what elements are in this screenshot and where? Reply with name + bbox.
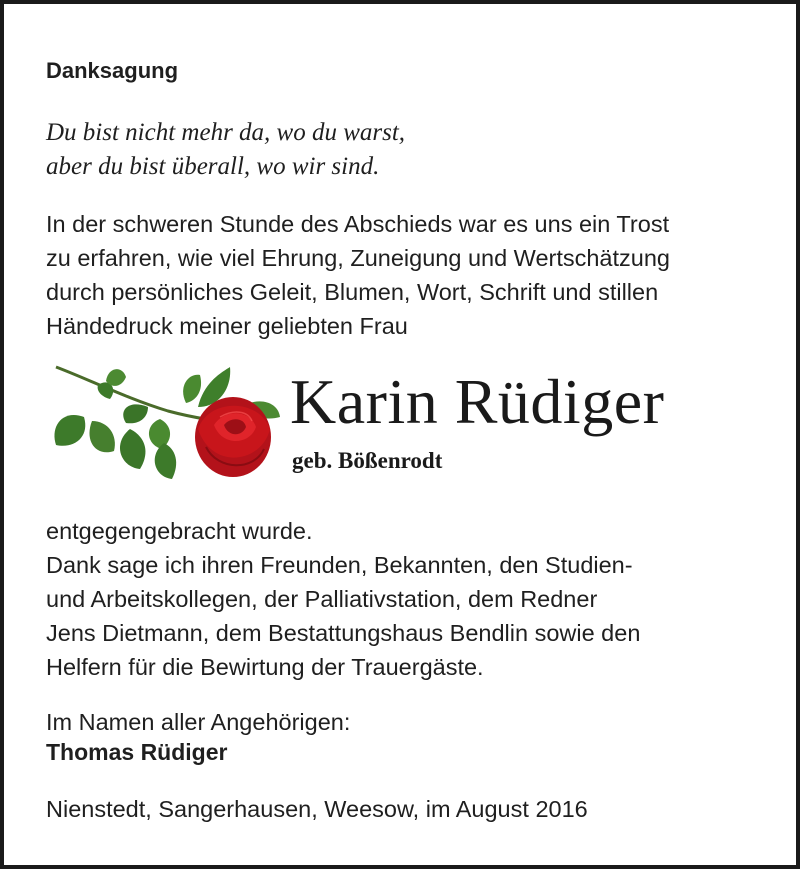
- closing-line: Im Namen aller Angehörigen:: [46, 709, 351, 735]
- thanks-line: und Arbeitskollegen, der Palliativstation, dem Redner: [46, 586, 598, 612]
- thanks-line: Helfern für die Bewirtung der Trauergäste.: [46, 654, 484, 680]
- thanks-paragraph: [46, 514, 640, 684]
- red-rose-icon: [48, 359, 284, 491]
- intro-line: In der schweren Stunde des Abschieds war es uns ein Trost: [46, 211, 670, 237]
- quote-line: aber du bist überall, wo wir sind.: [46, 153, 380, 180]
- maiden-name: geb. Bößenrodt: [292, 448, 443, 473]
- intro-paragraph: [46, 207, 670, 343]
- thanks-line: Dank sage ich ihren Freunden, Bekannten, den Studien-: [46, 552, 633, 578]
- intro-line: durch persönliches Geleit, Blumen, Wort, Schrift und stillen: [46, 279, 659, 305]
- thanks-line: entgegengebracht wurde.: [46, 518, 313, 544]
- memorial-quote: [46, 116, 405, 184]
- intro-line: Händedruck meiner geliebten Frau: [46, 313, 408, 339]
- thanks-line: Jens Dietmann, dem Bestattungshaus Bendlin sowie den: [46, 620, 641, 646]
- notice-heading: Danksagung: [46, 58, 179, 83]
- intro-line: zu erfahren, wie viel Ehrung, Zuneigung und Wertschätzung: [46, 245, 670, 271]
- deceased-name: Karin Rüdiger: [290, 366, 665, 437]
- quote-line: Du bist nicht mehr da, wo du warst,: [46, 119, 406, 146]
- signature: Thomas Rüdiger: [46, 739, 228, 765]
- place-date: Nienstedt, Sangerhausen, Weesow, im August 2016: [46, 796, 588, 822]
